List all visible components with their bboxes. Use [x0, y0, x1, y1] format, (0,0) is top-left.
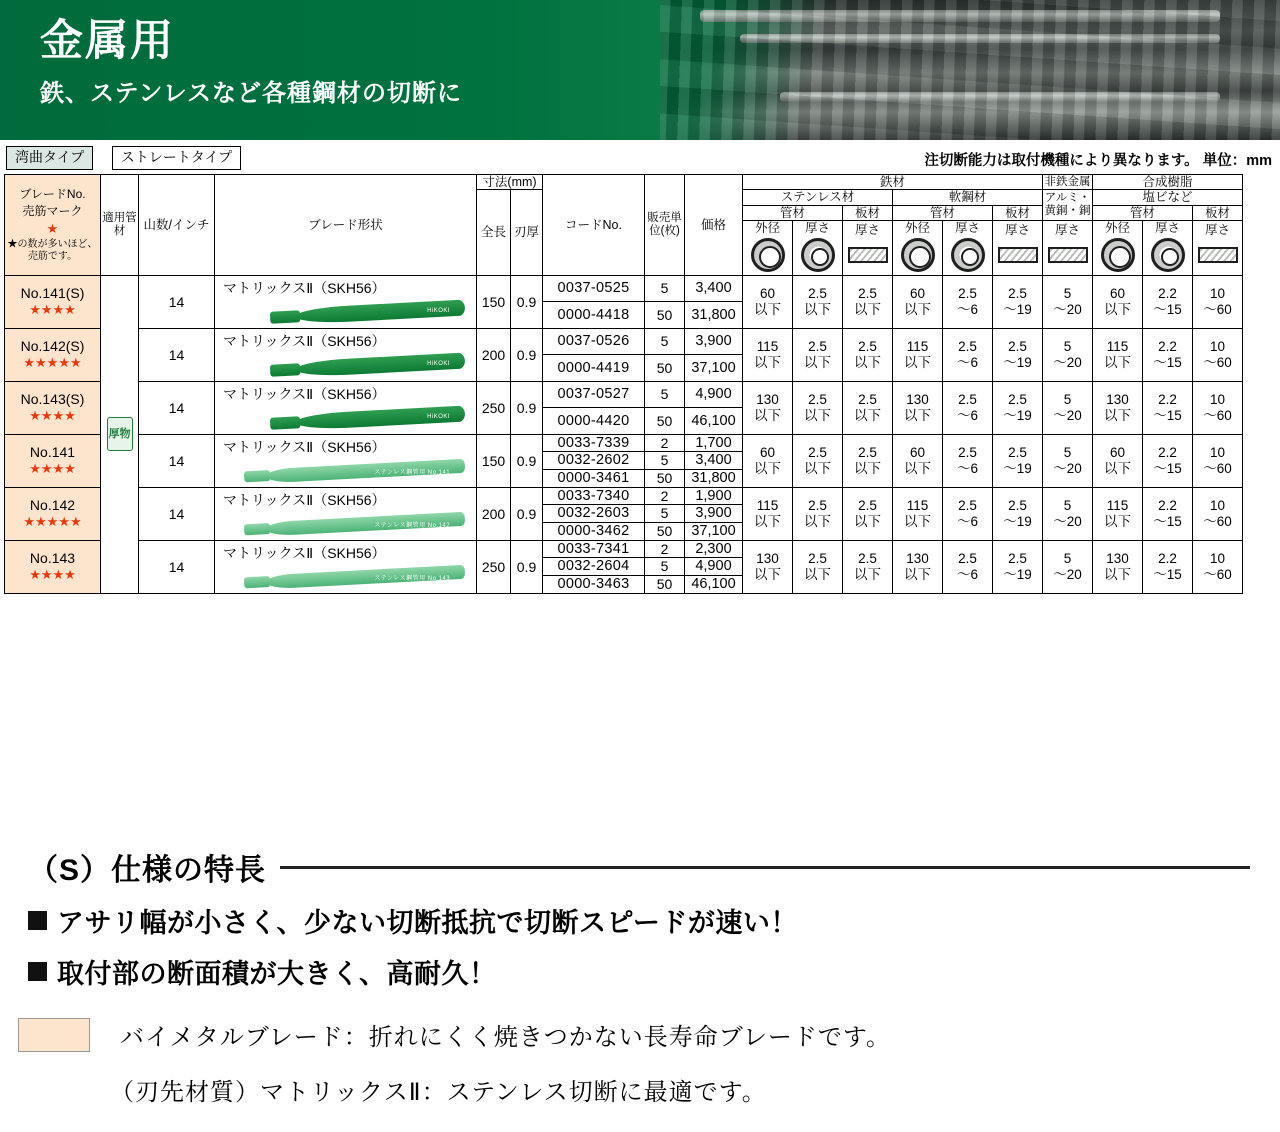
code-no-cell: 0037-0526 — [543, 328, 645, 355]
capacity-cell: 2.5 以下 — [843, 540, 893, 593]
capacity-cell: 2.5 以下 — [843, 328, 893, 381]
pipe-section-icon — [951, 238, 985, 272]
blade-brand-label: HiKOKI — [427, 413, 451, 420]
header-applicable-material-label: 適用管材 — [102, 211, 137, 237]
capacity-cell: 115 以下 — [1093, 328, 1143, 381]
blade-illustration — [221, 353, 470, 379]
pipe-section-icon — [751, 238, 785, 272]
tab-curved-type[interactable]: 湾曲タイプ — [6, 146, 93, 170]
blade-brand-label: ステンレス鋼管用 No.143 — [374, 575, 451, 582]
applicable-material-cell — [101, 275, 139, 593]
header-mild-plate-thick — [993, 221, 1043, 275]
capacity-cell: 115 以下 — [1093, 487, 1143, 540]
unit-qty-cell: 50 — [645, 469, 685, 487]
capacity-cell: 2.5 ～6 — [943, 328, 993, 381]
blade-brand-label: HiKOKI — [427, 360, 451, 367]
price-cell: 3,400 — [685, 452, 743, 470]
unit-qty-cell: 5 — [645, 328, 685, 355]
capacity-cell: 2.5 以下 — [843, 487, 893, 540]
capacity-cell: 2.5 ～19 — [993, 328, 1043, 381]
price-cell: 37,100 — [685, 522, 743, 540]
capacity-cell: 2.5 以下 — [843, 434, 893, 487]
page-banner — [0, 0, 1280, 140]
header-mild-pipe-thick — [943, 221, 993, 275]
capacity-cell: 10 ～60 — [1193, 381, 1243, 434]
header-stainless — [743, 190, 893, 205]
capacity-cell: 2.5 以下 — [843, 381, 893, 434]
table-row — [5, 275, 1243, 302]
header-mild-pipe-outer — [893, 221, 943, 275]
unit-qty-cell: 2 — [645, 434, 685, 452]
capacity-cell: 130 以下 — [1093, 540, 1143, 593]
header-total-length-label: 全長 — [480, 225, 506, 240]
header-unit-qty-label: 販売単位(枚) — [647, 211, 682, 237]
blade-illustration — [221, 406, 470, 432]
total-length-cell: 200 — [477, 328, 511, 381]
pipe-section-icon — [901, 238, 935, 272]
code-no-cell: 0000-4418 — [543, 302, 645, 329]
capacity-cell: 115 以下 — [893, 328, 943, 381]
header-unit-qty — [645, 175, 685, 276]
capacity-cell: 10 ～60 — [1193, 328, 1243, 381]
legend-row — [18, 1017, 1280, 1052]
banner-text — [40, 18, 462, 108]
capacity-cell: 60 以下 — [893, 275, 943, 328]
header-enbi-pipe-label: 管材 — [1129, 205, 1155, 220]
capacity-cell: 2.5 ～6 — [943, 275, 993, 328]
title-divider — [280, 866, 1250, 869]
unit-qty-cell: 5 — [645, 505, 685, 523]
price-cell: 31,800 — [685, 302, 743, 329]
capacity-cell: 2.5 以下 — [793, 434, 843, 487]
header-stainless-label: ステンレス材 — [780, 190, 855, 205]
price-cell: 46,100 — [685, 575, 743, 593]
header-stainless-plate-thick — [843, 221, 893, 275]
atsumono-badge — [107, 417, 133, 451]
capacity-cell: 2.5 ～6 — [943, 487, 993, 540]
header-thick-label-4: 厚さ — [1004, 222, 1030, 237]
header-alumi — [1043, 190, 1093, 221]
header-group-nonferrous — [1043, 175, 1093, 190]
blade-shape-name: マトリックスⅡ（SKH56） — [223, 332, 386, 349]
header-enbi-label: 塩ビなど — [1142, 190, 1193, 205]
blade-brand-label: ステンレス鋼管用 No.142 — [374, 522, 451, 529]
feature-item-1 — [28, 901, 1280, 940]
header-total-length — [477, 190, 511, 275]
table-row — [5, 540, 1243, 558]
code-no-cell: 0000-4419 — [543, 355, 645, 382]
blade-no-text: No.143(S) — [20, 390, 85, 407]
header-stainless-pipe-outer — [743, 221, 793, 275]
rebar-stars: ★★★★ — [29, 408, 76, 424]
unit-qty-cell: 5 — [645, 452, 685, 470]
capacity-cell: 5 ～20 — [1043, 487, 1093, 540]
header-group-resin — [1093, 175, 1243, 190]
teeth-cell: 14 — [139, 434, 215, 487]
code-no-cell: 0033-7341 — [543, 540, 645, 558]
blade-shape-name: マトリックスⅡ（SKH56） — [223, 438, 386, 455]
code-no-cell: 0037-0527 — [543, 381, 645, 408]
blade-illustration — [221, 459, 470, 485]
capacity-cell: 130 以下 — [743, 540, 793, 593]
total-length-cell: 150 — [477, 434, 511, 487]
header-group-steel — [743, 175, 1043, 190]
price-cell: 2,300 — [685, 540, 743, 558]
banner-photo — [660, 0, 1280, 140]
teeth-cell: 14 — [139, 328, 215, 381]
pipe-decoration — [700, 10, 1220, 22]
unit-qty-cell: 50 — [645, 408, 685, 435]
plate-section-icon — [998, 247, 1038, 263]
header-blade-shape-label: ブレード形状 — [308, 217, 383, 232]
capacity-cell: 2.5 以下 — [793, 275, 843, 328]
rebar-stars: ★★★★★ — [23, 355, 82, 371]
blade-illustration — [221, 565, 470, 591]
header-stainless-plate-label: 板材 — [854, 205, 880, 220]
code-no-cell: 0032-2604 — [543, 558, 645, 576]
capacity-cell: 2.2 ～15 — [1143, 487, 1193, 540]
capacity-cell: 2.5 ～19 — [993, 540, 1043, 593]
header-blade-no: ブレードNo. — [19, 186, 86, 201]
spec-table-body — [5, 275, 1243, 593]
capacity-cell: 2.2 ～15 — [1143, 328, 1193, 381]
header-mild-steel — [893, 190, 1043, 205]
total-length-cell: 250 — [477, 540, 511, 593]
capacity-cell: 5 ～20 — [1043, 434, 1093, 487]
blade-brand-label: ステンレス鋼管用 No.141 — [374, 469, 451, 476]
unit-qty-cell: 5 — [645, 381, 685, 408]
capacity-cell: 130 以下 — [743, 381, 793, 434]
capacity-cell: 2.2 ～15 — [1143, 434, 1193, 487]
capacity-cell: 2.2 ～15 — [1143, 275, 1193, 328]
price-cell: 3,400 — [685, 275, 743, 302]
header-applicable-material — [101, 175, 139, 276]
table-row — [5, 381, 1243, 408]
blade-shape-cell — [215, 540, 477, 593]
rebar-stars: ★★★★★ — [23, 514, 82, 530]
header-blade-thickness — [511, 190, 543, 275]
atsumono-label: 厚物 — [108, 427, 131, 440]
blade-shape-name: マトリックスⅡ（SKH56） — [223, 385, 386, 402]
header-stainless-pipe-label: 管材 — [779, 205, 805, 220]
blade-no-cell — [5, 434, 101, 487]
teeth-cell: 14 — [139, 381, 215, 434]
unit-qty-cell: 50 — [645, 522, 685, 540]
features-section — [0, 845, 1280, 1107]
blade-shape-name: マトリックスⅡ（SKH56） — [223, 491, 386, 508]
capacity-cell: 2.5 以下 — [843, 275, 893, 328]
price-cell: 31,800 — [685, 469, 743, 487]
legend-text: バイメタルブレード：折れにくく焼きつかない長寿命ブレードです。 — [120, 1024, 891, 1051]
capacity-cell: 10 ～60 — [1193, 275, 1243, 328]
header-thick-label-3: 厚さ — [954, 221, 980, 236]
plate-section-icon — [848, 247, 888, 263]
price-cell: 3,900 — [685, 505, 743, 523]
blade-thickness-cell: 0.9 — [511, 487, 543, 540]
pipe-decoration — [740, 34, 1220, 43]
tab-straight-type[interactable]: ストレートタイプ — [112, 146, 241, 170]
blade-illustration — [221, 300, 470, 326]
capacity-note-text: 注切断能力は取付機種により異なります。 — [924, 153, 1199, 169]
capacity-cell: 2.5 以下 — [793, 540, 843, 593]
teeth-cell: 14 — [139, 275, 215, 328]
blade-no-text: No.142(S) — [20, 337, 85, 354]
capacity-cell: 60 以下 — [743, 275, 793, 328]
capacity-cell: 10 ～60 — [1193, 540, 1243, 593]
header-mild-plate-label: 板材 — [1004, 205, 1030, 220]
code-no-cell: 0032-2603 — [543, 505, 645, 523]
header-mild-pipe-label: 管材 — [929, 205, 955, 220]
blade-shape-cell — [215, 434, 477, 487]
page-title: 金属用 — [40, 17, 175, 65]
pipe-section-icon — [1101, 238, 1135, 272]
blade-shape-cell — [215, 381, 477, 434]
capacity-cell: 5 ～20 — [1043, 275, 1093, 328]
header-enbi — [1093, 190, 1243, 205]
unit-note-text: 単位：mm — [1202, 153, 1272, 169]
blade-no-cell — [5, 487, 101, 540]
blade-shape-name: マトリックスⅡ（SKH56） — [223, 279, 386, 296]
total-length-cell: 200 — [477, 487, 511, 540]
unit-qty-cell: 5 — [645, 558, 685, 576]
header-enbi-pipe-outer — [1093, 221, 1143, 275]
feature-text-2: 取付部の断面積が大きく、高耐久！ — [57, 959, 497, 989]
capacity-cell: 2.5 ～19 — [993, 487, 1043, 540]
unit-qty-cell: 50 — [645, 302, 685, 329]
unit-qty-cell: 50 — [645, 575, 685, 593]
code-no-cell: 0000-3461 — [543, 469, 645, 487]
header-mild-steel-label: 軟鋼材 — [948, 190, 987, 205]
capacity-cell: 115 以下 — [743, 328, 793, 381]
capacity-cell: 10 ～60 — [1193, 434, 1243, 487]
price-cell: 1,900 — [685, 487, 743, 505]
table-row — [5, 328, 1243, 355]
capacity-cell: 10 ～60 — [1193, 487, 1243, 540]
capacity-cell: 2.2 ～15 — [1143, 381, 1193, 434]
capacity-cell: 2.5 ～19 — [993, 275, 1043, 328]
capacity-cell: 115 以下 — [893, 487, 943, 540]
header-enbi-plate-thick — [1193, 221, 1243, 275]
blade-no-text: No.143 — [29, 549, 76, 566]
price-cell: 46,100 — [685, 408, 743, 435]
blade-thickness-cell: 0.9 — [511, 434, 543, 487]
blade-no-cell — [5, 275, 101, 328]
header-thick-label-5: 厚さ — [1054, 222, 1080, 237]
header-group-resin-label: 合成樹脂 — [1142, 175, 1193, 189]
unit-qty-cell: 2 — [645, 487, 685, 505]
header-mild-plate — [993, 205, 1043, 220]
rebar-stars: ★★★★ — [29, 461, 76, 477]
table-row — [5, 434, 1243, 452]
pipe-section-icon — [801, 238, 835, 272]
capacity-cell: 115 以下 — [743, 487, 793, 540]
rebar-stars: ★★★★ — [29, 567, 76, 583]
capacity-cell: 2.5 以下 — [793, 487, 843, 540]
plate-section-icon — [1198, 247, 1238, 263]
blade-shape-cell — [215, 275, 477, 328]
blade-no-cell — [5, 540, 101, 593]
teeth-cell: 14 — [139, 540, 215, 593]
header-outer-dia-label-2: 外径 — [904, 221, 930, 236]
code-no-cell: 0032-2602 — [543, 452, 645, 470]
header-rebar-mark: 売筋マーク — [22, 204, 83, 219]
capacity-cell: 2.5 ～6 — [943, 540, 993, 593]
capacity-cell: 2.5 以下 — [793, 328, 843, 381]
pipe-section-icon — [1151, 238, 1185, 272]
capacity-cell: 2.5 以下 — [793, 381, 843, 434]
blade-no-text: No.141(S) — [20, 284, 85, 301]
header-group-steel-label: 鉄材 — [879, 175, 905, 189]
total-length-cell: 150 — [477, 275, 511, 328]
teeth-cell: 14 — [139, 487, 215, 540]
type-tab-bar — [0, 146, 1280, 172]
capacity-cell: 2.5 ～6 — [943, 434, 993, 487]
price-cell: 4,900 — [685, 381, 743, 408]
feature-item-2 — [28, 952, 1280, 991]
capacity-cell: 60 以下 — [893, 434, 943, 487]
blade-shape-cell — [215, 487, 477, 540]
header-thick-label-1: 厚さ — [804, 221, 830, 236]
capacity-cell: 5 ～20 — [1043, 381, 1093, 434]
capacity-cell: 2.5 ～19 — [993, 381, 1043, 434]
unit-qty-cell: 5 — [645, 275, 685, 302]
unit-qty-cell: 50 — [645, 355, 685, 382]
bullet-square-icon — [28, 911, 47, 930]
capacity-note — [924, 149, 1272, 170]
total-length-cell: 250 — [477, 381, 511, 434]
header-blade-thickness-label: 刃厚 — [513, 225, 539, 240]
price-cell: 4,900 — [685, 558, 743, 576]
header-teeth — [139, 175, 215, 276]
capacity-cell: 130 以下 — [1093, 381, 1143, 434]
header-alumi-thick — [1043, 221, 1093, 275]
header-dimension-label: 寸法(mm) — [482, 175, 537, 189]
header-thick-label-7: 厚さ — [1204, 222, 1230, 237]
price-cell: 1,700 — [685, 434, 743, 452]
header-blade-no-cell — [5, 175, 101, 276]
header-stainless-pipe — [743, 205, 843, 220]
blade-thickness-cell: 0.9 — [511, 540, 543, 593]
header-group-nonferrous-label: 非鉄金属 — [1044, 175, 1091, 188]
header-teeth-label: 山数/インチ — [143, 217, 210, 232]
legend-text-2: （刃先材質）マトリックスⅡ：ステンレス切断に最適です。 — [110, 1079, 767, 1106]
header-alumi-label: アルミ・黄銅・銅 — [1044, 192, 1091, 218]
plate-section-icon — [1048, 247, 1088, 263]
feature-text-1: アサリ幅が小さく、少ない切断抵抗で切断スピードが速い！ — [57, 908, 798, 938]
blade-no-cell — [5, 328, 101, 381]
blade-shape-cell — [215, 328, 477, 381]
header-price-label: 価格 — [700, 217, 726, 232]
blade-thickness-cell: 0.9 — [511, 275, 543, 328]
page-subtitle: 鉄、ステンレスなど各種鋼材の切断に — [40, 80, 462, 108]
header-blade-shape — [215, 175, 477, 276]
spec-table — [4, 174, 1243, 594]
unit-qty-cell: 2 — [645, 540, 685, 558]
table-row — [5, 487, 1243, 505]
blade-thickness-cell: 0.9 — [511, 381, 543, 434]
blade-brand-label: HiKOKI — [427, 307, 451, 314]
blade-illustration — [221, 512, 470, 538]
code-no-cell: 0000-3463 — [543, 575, 645, 593]
blade-no-text: No.141 — [29, 443, 76, 460]
capacity-cell: 130 以下 — [893, 381, 943, 434]
bullet-square-icon — [28, 962, 47, 981]
capacity-cell: 2.5 ～6 — [943, 381, 993, 434]
capacity-cell: 60 以下 — [1093, 434, 1143, 487]
header-mild-pipe — [893, 205, 993, 220]
capacity-cell: 60 以下 — [743, 434, 793, 487]
header-rebar-note: ★の数が多いほど、売筋です。 — [7, 238, 98, 262]
header-enbi-plate-label: 板材 — [1204, 205, 1230, 220]
blade-no-cell — [5, 381, 101, 434]
price-cell: 3,900 — [685, 328, 743, 355]
capacity-cell: 60 以下 — [1093, 275, 1143, 328]
capacity-cell: 5 ～20 — [1043, 540, 1093, 593]
pipe-decoration — [780, 92, 1220, 102]
header-price — [685, 175, 743, 276]
capacity-cell: 2.5 ～19 — [993, 434, 1043, 487]
header-stainless-pipe-thick — [793, 221, 843, 275]
header-outer-dia-label-3: 外径 — [1104, 221, 1130, 236]
header-outer-dia-label-1: 外径 — [754, 221, 780, 236]
capacity-cell: 5 ～20 — [1043, 328, 1093, 381]
capacity-cell: 130 以下 — [893, 540, 943, 593]
header-enbi-pipe-thick — [1143, 221, 1193, 275]
code-no-cell: 0033-7339 — [543, 434, 645, 452]
blade-no-text: No.142 — [29, 496, 76, 513]
capacity-cell: 2.2 ～15 — [1143, 540, 1193, 593]
legend-color-swatch — [18, 1018, 90, 1052]
header-stainless-plate — [843, 205, 893, 220]
code-no-cell: 0037-0525 — [543, 275, 645, 302]
code-no-cell: 0033-7340 — [543, 487, 645, 505]
header-code-no-label: コードNo. — [565, 217, 622, 232]
code-no-cell: 0000-4420 — [543, 408, 645, 435]
blade-shape-name: マトリックスⅡ（SKH56） — [223, 544, 386, 561]
header-thick-label-6: 厚さ — [1154, 221, 1180, 236]
code-no-cell: 0000-3462 — [543, 522, 645, 540]
blade-thickness-cell: 0.9 — [511, 328, 543, 381]
header-code-no — [543, 175, 645, 276]
header-thick-label-2: 厚さ — [854, 222, 880, 237]
features-title-row — [28, 845, 1280, 889]
header-dimension — [477, 175, 543, 190]
features-title: （S）仕様の特長 — [28, 854, 267, 887]
header-star-icon: ★ — [46, 220, 59, 236]
rebar-stars: ★★★★ — [29, 302, 76, 318]
header-enbi-plate — [1193, 205, 1243, 220]
header-enbi-pipe — [1093, 205, 1193, 220]
price-cell: 37,100 — [685, 355, 743, 382]
